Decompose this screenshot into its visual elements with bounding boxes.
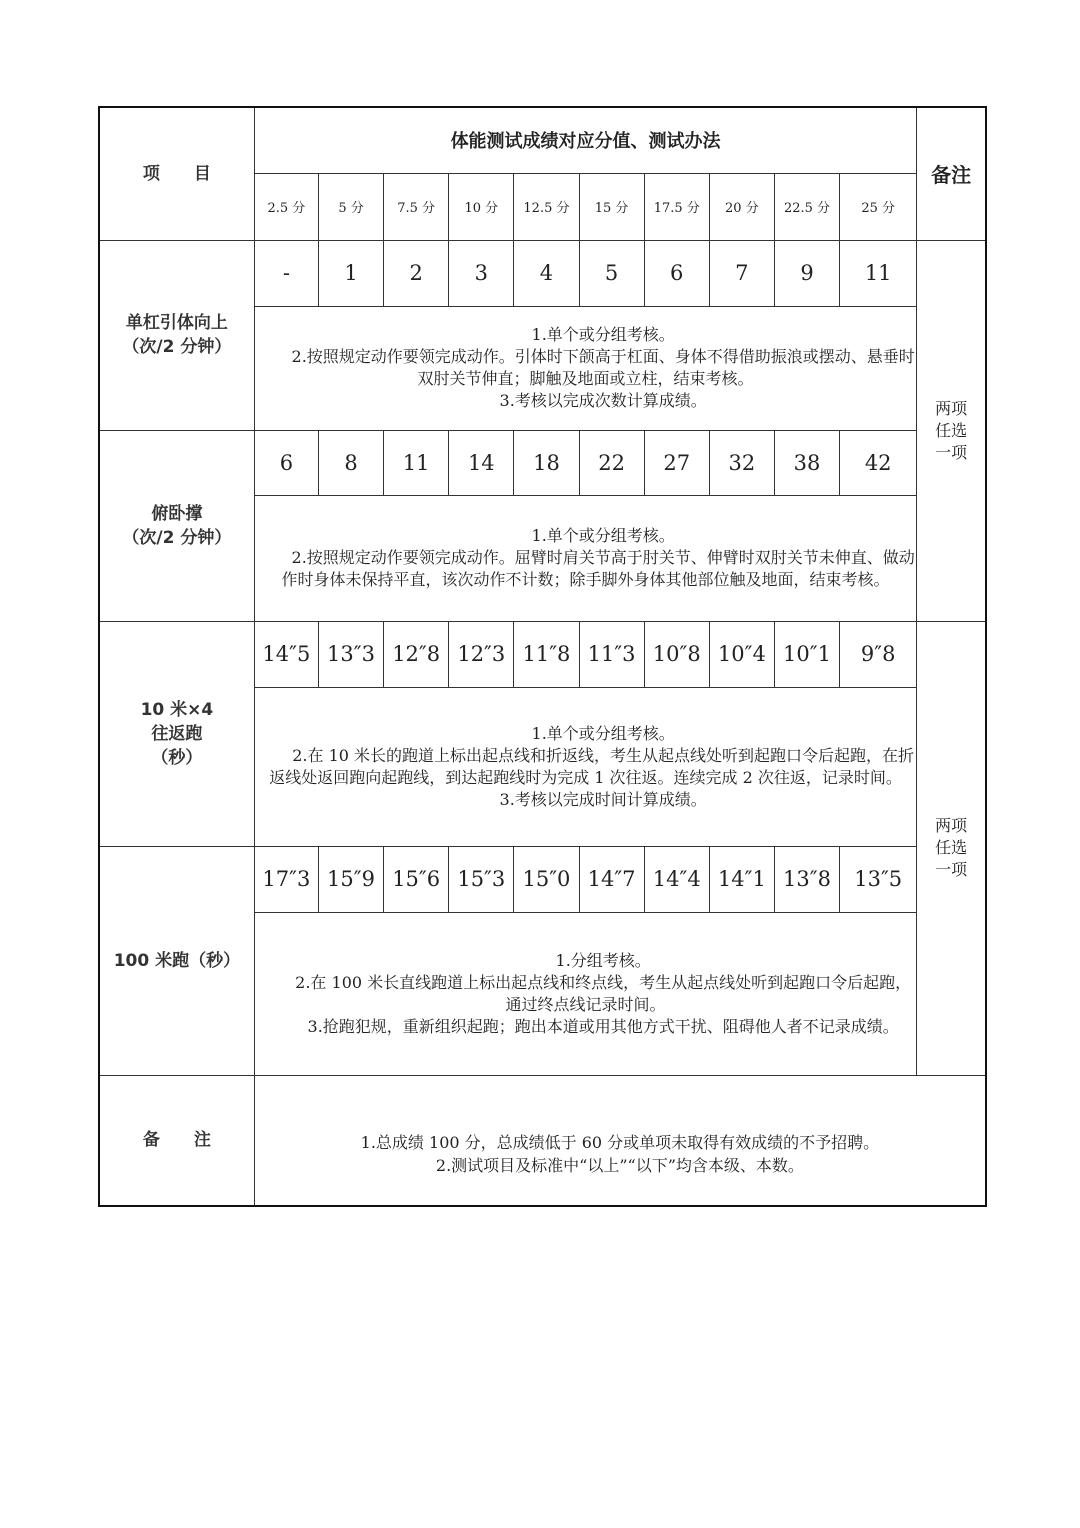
footer-note-line: 2.测试项目及标准中“以上”“以下”均含本级、本数。 xyxy=(435,1156,804,1176)
pick-note-line: 两项 xyxy=(935,398,968,418)
pick-note-line: 一项 xyxy=(935,860,968,879)
value-cell: 8 xyxy=(318,430,383,495)
value-cell: 7 xyxy=(709,240,774,306)
item-column-header xyxy=(99,107,254,240)
pushup-name-text: 俯卧撑 （次/2 分钟） xyxy=(122,503,232,548)
pullup-values-row xyxy=(99,240,986,306)
sprint-name-text: 100 米跑（秒） xyxy=(113,950,241,971)
pushup-description xyxy=(254,495,916,621)
desc-line: 2.按照规定动作要领完成动作。引体时下颌高于杠面、身体不得借助振浪或摆动、悬垂时双肘关节伸直；脚触及地面或立柱，结束考核。 xyxy=(291,347,915,388)
score-cell: 5 分 xyxy=(318,173,383,240)
footer-note-line: 1.总成绩 100 分，总成绩低于 60 分或单项未取得有效成绩的不予招聘。 xyxy=(360,1133,880,1153)
pick-note-1 xyxy=(917,240,986,621)
desc-line: 2.按照规定动作要领完成动作。屈臂时肩关节高于肘关节、伸臂时双肘关节未伸直、做动作时身体未保持平直，该次动作不计数；除手脚外身体其他部位触及地面，结束考核。 xyxy=(281,548,915,589)
value-cell: 14″4 xyxy=(644,846,709,912)
main-title: 体能测试成绩对应分值、测试办法 xyxy=(254,107,916,173)
footer-row xyxy=(99,1075,986,1206)
desc-line: 1.单个或分组考核。 xyxy=(531,325,675,344)
pullup-name-text: 单杠引体向上 （次/2 分钟） xyxy=(122,313,232,357)
value-cell: 13″8 xyxy=(774,846,839,912)
value-cell: 11 xyxy=(840,240,917,306)
remark-column-header: 备注 xyxy=(917,107,986,240)
item-label: 项 目 xyxy=(142,163,211,184)
desc-line: 2.在 10 米长的跑道上标出起点线和折返线，考生从起点线处听到起跑口令后起跑，在折返线处返回跑向起跑线，到达起跑线时为完成 1 次往返。连续完成 2 次往返，记录时间。 xyxy=(269,745,915,787)
value-cell: 22 xyxy=(579,430,644,495)
desc-line: 3.考核以完成时间计算成绩。 xyxy=(499,789,707,809)
value-cell: 6 xyxy=(644,240,709,306)
sprint-description xyxy=(254,912,916,1075)
value-cell: 3 xyxy=(449,240,514,306)
sprint-item-name xyxy=(99,846,254,1075)
value-cell: 4 xyxy=(514,240,579,306)
score-cell: 25 分 xyxy=(840,173,917,240)
value-cell: 14″5 xyxy=(254,621,318,687)
value-cell: 32 xyxy=(709,430,774,495)
pushup-item-name xyxy=(99,430,254,621)
value-cell: 12″8 xyxy=(384,621,449,687)
value-cell: 11″3 xyxy=(579,621,644,687)
value-cell: 2 xyxy=(384,240,449,306)
value-cell: 6 xyxy=(254,430,318,495)
header-row-title xyxy=(99,107,986,173)
desc-line: 2.在 100 米长直线跑道上标出起点线和终点线，考生从起点线处听到起跑口令后起跑，通过终点线记录时间。 xyxy=(295,972,912,1014)
pullup-description xyxy=(254,306,916,430)
desc-line: 1.单个或分组考核。 xyxy=(531,723,675,743)
score-cell: 15 分 xyxy=(579,173,644,240)
pick-note-line: 一项 xyxy=(935,442,968,462)
value-cell: 15″0 xyxy=(514,846,579,912)
value-cell: 38 xyxy=(774,430,839,495)
value-cell: 10″4 xyxy=(709,621,774,687)
value-cell: 9″8 xyxy=(840,621,917,687)
pick-note-line: 任选 xyxy=(935,838,968,857)
value-cell: 15″3 xyxy=(449,846,514,912)
pick-note-line: 两项 xyxy=(935,816,968,835)
value-cell: 5 xyxy=(579,240,644,306)
pushup-values-row xyxy=(99,430,986,495)
score-cell: 7.5 分 xyxy=(384,173,449,240)
score-cell: 2.5 分 xyxy=(254,173,318,240)
sprint-values-row xyxy=(99,846,986,912)
value-cell: 17″3 xyxy=(254,846,318,912)
value-cell: - xyxy=(254,240,318,306)
value-cell: 11 xyxy=(384,430,449,495)
fitness-test-table xyxy=(98,106,987,1207)
footer-label: 备 注 xyxy=(99,1075,254,1206)
value-cell: 18 xyxy=(514,430,579,495)
desc-line: 1.分组考核。 xyxy=(555,950,651,970)
desc-line: 3.抢跑犯规，重新组织起跑；跑出本道或用其他方式干扰、阻碍他人者不记录成绩。 xyxy=(307,1016,899,1036)
value-cell: 9 xyxy=(774,240,839,306)
value-cell: 42 xyxy=(840,430,917,495)
shuttle-name-text: 10 米×4 往返跑 （秒） xyxy=(140,699,214,768)
value-cell: 14″7 xyxy=(579,846,644,912)
value-cell: 13″3 xyxy=(318,621,383,687)
value-cell: 27 xyxy=(644,430,709,495)
fitness-test-table-sheet xyxy=(98,106,987,1205)
pullup-item-name xyxy=(99,240,254,430)
value-cell: 15″9 xyxy=(318,846,383,912)
shuttle-description xyxy=(254,687,916,846)
pick-note-line: 任选 xyxy=(935,420,968,440)
desc-line: 3.考核以完成次数计算成绩。 xyxy=(499,391,707,410)
score-cell: 22.5 分 xyxy=(774,173,839,240)
pick-note-2 xyxy=(917,621,986,1075)
score-cell: 12.5 分 xyxy=(514,173,579,240)
score-cell: 17.5 分 xyxy=(644,173,709,240)
score-cell: 10 分 xyxy=(449,173,514,240)
value-cell: 1 xyxy=(318,240,383,306)
desc-line: 1.单个或分组考核。 xyxy=(531,526,675,545)
score-cell: 20 分 xyxy=(709,173,774,240)
footer-notes xyxy=(254,1075,986,1206)
shuttle-values-row xyxy=(99,621,986,687)
value-cell: 14″1 xyxy=(709,846,774,912)
value-cell: 13″5 xyxy=(840,846,917,912)
shuttle-item-name xyxy=(99,621,254,846)
value-cell: 11″8 xyxy=(514,621,579,687)
value-cell: 12″3 xyxy=(449,621,514,687)
value-cell: 10″1 xyxy=(774,621,839,687)
value-cell: 15″6 xyxy=(384,846,449,912)
value-cell: 14 xyxy=(449,430,514,495)
value-cell: 10″8 xyxy=(644,621,709,687)
